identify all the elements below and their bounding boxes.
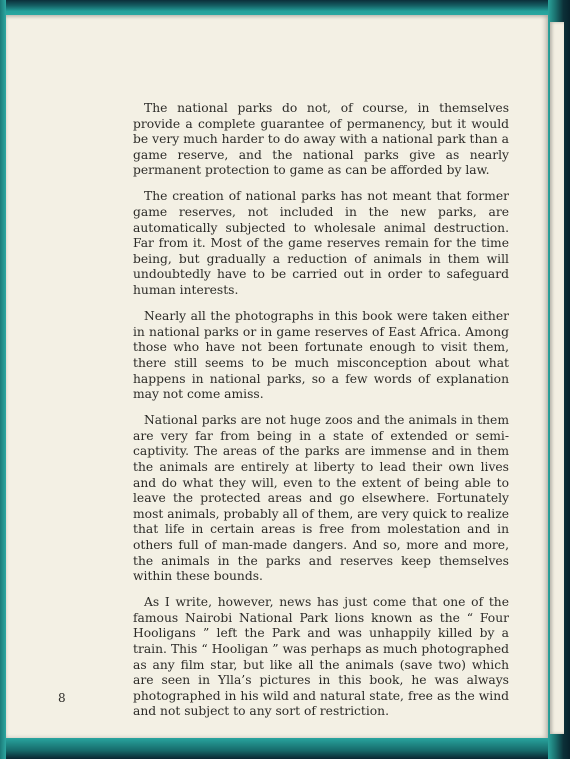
- paragraph-2: The creation of national parks has not meant that former game reserves, not included in the new parks, are automatically subjected to wholesale animal destruction. Far from it. Most of the game reserves remain for the time being, but gradually a reduction of animals in them will undoubtedly have to be carried out in order to safeguard human interests.: [133, 189, 509, 298]
- bottom-binding-edge: [0, 737, 570, 759]
- body-text: [133, 101, 509, 730]
- paragraph-3: Nearly all the photographs in this book were taken either in national parks or in game reserves of East Africa. Among those who have not been fortunate enough to visit them, there still seems to be much misconception about what happens in national parks, so a few words of explanation may not come amiss.: [133, 309, 509, 402]
- paragraph-5: As I write, however, news has just come that one of the famous Nairobi National Park lions known as the “ Four Hooligans ” left the Park and was unhappily killed by a train. This “ Hooligan ” was perhaps as much photographed as any film star, but like all the animals (save two) which are seen in Ylla’s pictures in this book, he was always photographed in his wild and natural state, free as the wind and not subject to any sort of restriction.: [133, 595, 509, 719]
- book-page: [6, 15, 548, 738]
- top-binding-edge: [0, 0, 570, 16]
- page-number: 8: [58, 691, 66, 705]
- paragraph-4: National parks are not huge zoos and the animals in them are very far from being in a state of extended or semi-captivity. The areas of the parks are immense and in them the animals are entirely at liberty to lead their own lives and do what they will, even to the extent of being able to leave the protected areas and go elsewhere. Fortunately most animals, probably all of them, are very quick to realize that life in certain areas is free from molestation and in others full of man-made dangers. And so, more and more, the animals in the parks and reserves keep themselves within these bounds.: [133, 413, 509, 584]
- paragraph-1: The national parks do not, of course, in themselves provide a complete guarantee of permanency, but it would be very much harder to do away with a national park than a game reserve, and the national parks give as nearly permanent protection to game as can be afforded by law.: [133, 101, 509, 178]
- adjacent-page-edge: [550, 22, 564, 734]
